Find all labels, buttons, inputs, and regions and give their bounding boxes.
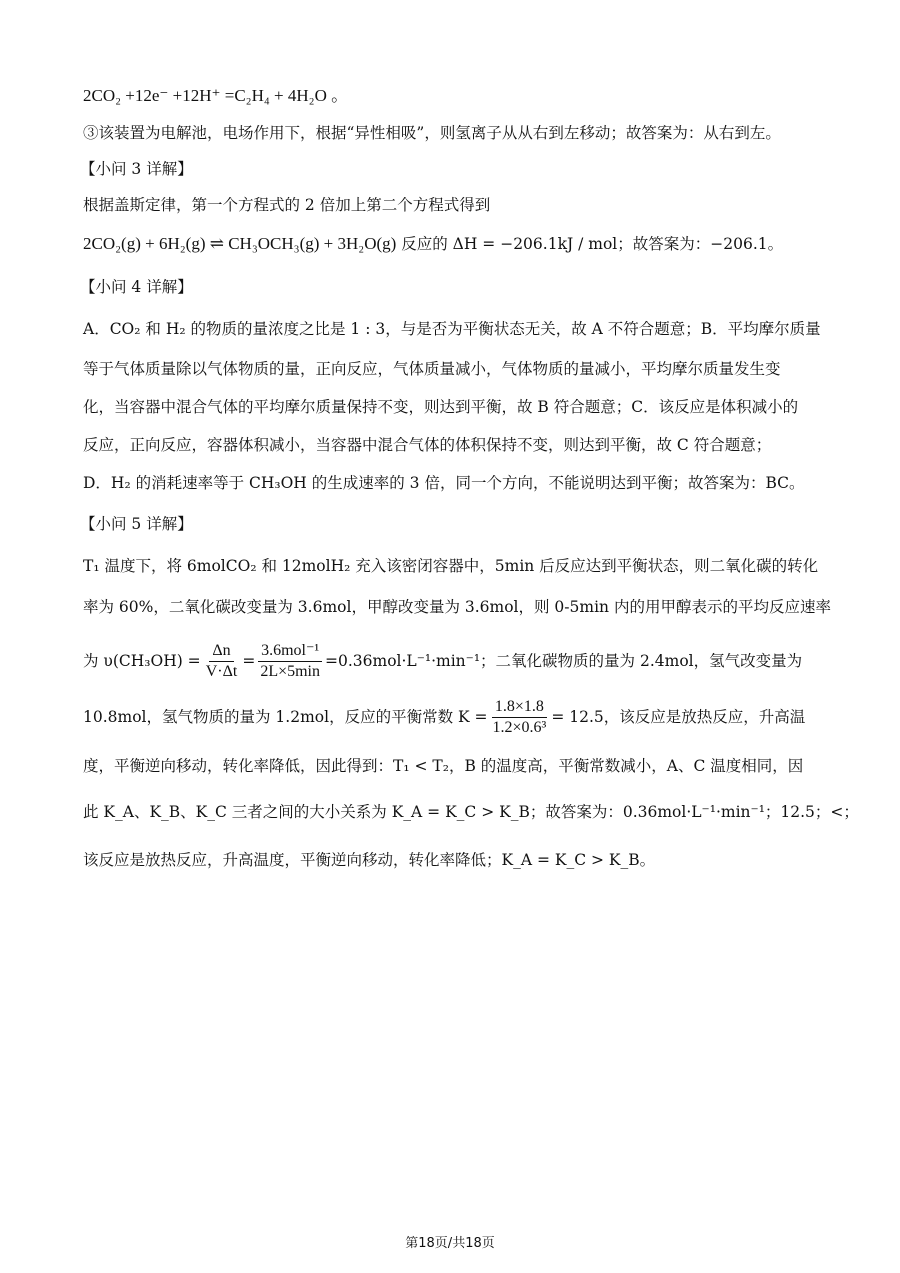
text-line-9: D．H₂ 的消耗速率等于 CH₃OH 的生成速率的 3 倍，同一个方向，不能说明达到平衡；故答案为：BC。 bbox=[83, 474, 805, 492]
rate-result: =0.36mol·L⁻¹·min⁻¹；二氧化碳物质的量为 2.4mol，氢气改变量为 bbox=[325, 652, 803, 670]
text-line-2: ③该装置为电解池，电场作用下，根据“异性相吸”，则氢离子从从右到左移动；故答案为：从右到左。 bbox=[83, 124, 781, 142]
fraction-denominator: V·Δt bbox=[205, 662, 238, 680]
equals-sign: = bbox=[242, 652, 256, 670]
fraction-equilibrium-constant bbox=[490, 697, 550, 738]
reaction-enthalpy-text: 反应的 ΔH = −206.1kJ / mol；故答案为：−206.1。 bbox=[401, 235, 784, 253]
text-line-7: 化，当容器中混合气体的平均摩尔质量保持不变，则达到平衡，故 B 符合题意；C．该反应是体积减小的 bbox=[83, 398, 799, 416]
text-line-6: 等于气体质量除以气体物质的量，正向反应，气体质量减小，气体物质的量减小，平均摩尔质量发生变 bbox=[83, 360, 781, 378]
text-line-15: 此 K_A、K_B、K_C 三者之间的大小关系为 K_A = K_C > K_B；故答案为：0.36mol·L⁻¹·min⁻¹；12.5；<； bbox=[83, 803, 859, 821]
equation-line-4 bbox=[83, 233, 830, 255]
section-header-4: 【小问 4 详解】 bbox=[80, 278, 193, 296]
page-number-footer: 第18页/共18页 bbox=[405, 1236, 495, 1251]
fraction-numerator: Δn bbox=[209, 641, 233, 662]
fraction-denominator: 2L×5min bbox=[260, 662, 320, 680]
reaction-equation: 2CO₂(g) + 6H₂(g) ⇌ CH₃OCH₃(g) + 3H₂O(g) bbox=[83, 234, 397, 253]
fraction-numerator: 1.8×1.8 bbox=[492, 697, 547, 718]
fraction-rate-value bbox=[257, 641, 323, 682]
fraction-delta-n bbox=[203, 641, 241, 682]
fraction-denominator: 1.2×0.6³ bbox=[492, 718, 547, 736]
equation-line-1: 2CO₂ +12e⁻ +12H⁺ =C₂H₄ + 4H₂O 。 bbox=[83, 86, 349, 105]
text-line-8: 反应，正向反应，容器体积减小，当容器中混合气体的体积保持不变，则达到平衡，故 C 符合题意； bbox=[83, 436, 772, 454]
text-line-5: A．CO₂ 和 H₂ 的物质的量浓度之比是 1 : 3，与是否为平衡状态无关，故 A 不符合题意；B．平均摩尔质量 bbox=[83, 320, 821, 338]
rate-prefix: 为 υ(CH₃OH) = bbox=[83, 652, 201, 670]
section-header-5: 【小问 5 详解】 bbox=[80, 515, 193, 533]
text-line-16: 该反应是放热反应，升高温度，平衡逆向移动，转化率降低；K_A = K_C > K_B。 bbox=[83, 851, 656, 869]
fraction-numerator: 3.6mol⁻¹ bbox=[258, 641, 322, 662]
text-line-14: 度，平衡逆向移动，转化率降低，因此得到：T₁ < T₂，B 的温度高，平衡常数减小，A、C 温度相同，因 bbox=[83, 757, 804, 775]
section-header-3: 【小问 3 详解】 bbox=[80, 160, 193, 178]
text-line-13 bbox=[83, 694, 830, 740]
text-line-3: 根据盖斯定律，第一个方程式的 2 倍加上第二个方程式得到 bbox=[83, 196, 491, 214]
equilibrium-result: = 12.5，该反应是放热反应，升高温 bbox=[551, 708, 806, 726]
equilibrium-prefix: 10.8mol，氢气物质的量为 1.2mol，反应的平衡常数 K = bbox=[83, 708, 488, 726]
text-line-11: 率为 60%，二氧化碳改变量为 3.6mol，甲醇改变量为 3.6mol，则 0-5min 内的用甲醇表示的平均反应速率 bbox=[83, 598, 831, 616]
text-line-12 bbox=[83, 638, 830, 684]
text-line-10: T₁ 温度下，将 6molCO₂ 和 12molH₂ 充入该密闭容器中，5min 后反应达到平衡状态，则二氧化碳的转化 bbox=[83, 557, 819, 575]
